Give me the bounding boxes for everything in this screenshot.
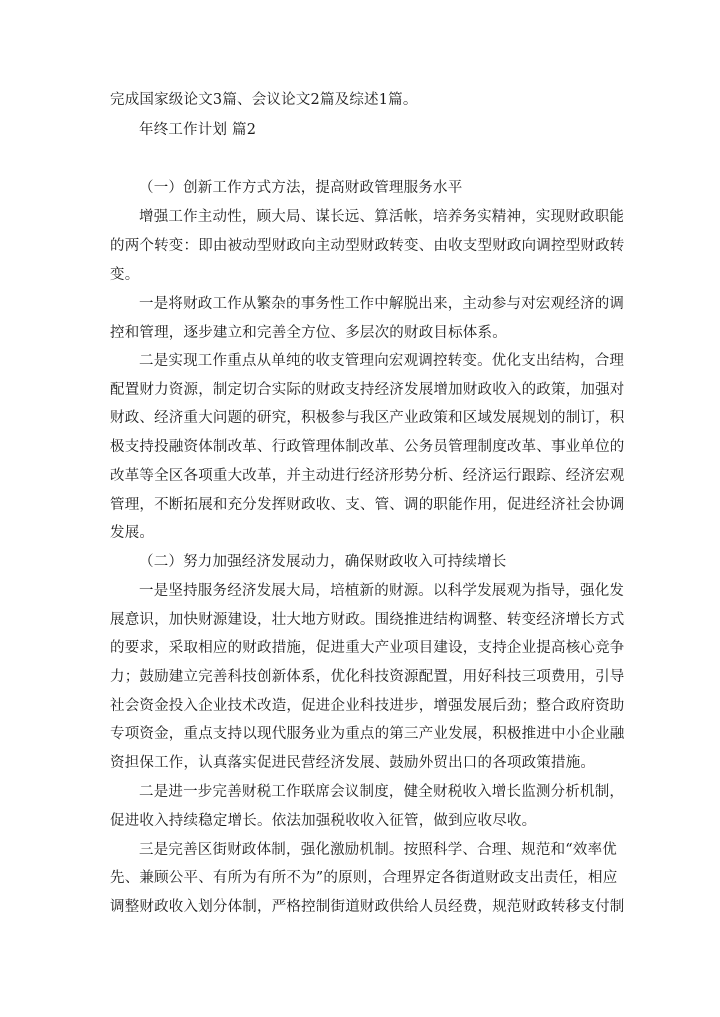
section-title: 年终工作计划 篇2 [139,122,257,138]
paragraph-line: 的要求，采取相应的财政措施，促进重大产业项目建设，支持企业提高核心竞争 [110,640,625,656]
paragraph-line: 调整财政收入划分体制，严格控制街道财政供给人员经费，规范财政转移支付制 [110,899,625,915]
paragraph-line: 变。 [110,267,140,283]
paragraph-line: 专项资金，重点支持以现代服务业为重点的第三产业发展，积极推进中小企业融 [110,726,625,742]
paragraph-line: 增强工作主动性，顾大局、谋长远、算活帐，培养务实精神，实现财政职能 [139,209,625,225]
paragraph-line: 改革等全区各项重大改革，并主动进行经济形势分析、经济运行跟踪、经济宏观 [110,468,625,484]
paragraph-line: 二是实现工作重点从单纯的收支管理向宏观调控转变。优化支出结构，合理 [139,353,625,369]
paragraph-line: 控和管理，逐步建立和完善全方位、多层次的财政目标体系。 [110,325,507,341]
paragraph-line: 极支持投融资体制改革、行政管理体制改革、公务员管理制度改革、事业单位的 [110,439,625,455]
paragraph-line: 管理，不断拓展和充分发挥财政收、支、管、调的职能作用，促进经济社会协调 [110,497,625,513]
heading-2: （二）努力加强经济发展动力，确保财政收入可持续增长 [139,554,507,570]
paragraph-line: 三是完善区街财政体制，强化激励机制。按照科学、合理、规范和“效率优 [139,842,618,858]
paragraph-line: 展意识，加快财源建设，壮大地方财政。围绕推进结构调整、转变经济增长方式 [110,612,625,628]
paragraph-line: 先、兼顾公平、有所为有所不为”的原则，合理界定各街道财政支出责任，相应 [110,870,618,886]
intro-line: 完成国家级论文3篇、会议论文2篇及综述1篇。 [110,92,418,108]
paragraph-line: 一是将财政工作从繁杂的事务性工作中解脱出来，主动参与对宏观经济的调 [139,296,625,312]
heading-1: （一）创新工作方式方法，提高财政管理服务水平 [139,180,463,196]
paragraph-line: 资担保工作，认真落实促进民营经济发展、鼓励外贸出口的各项政策措施。 [110,755,596,771]
paragraph-line: 社会资金投入企业技术改造，促进企业科技进步，增强发展后劲；整合政府资助 [110,698,625,714]
paragraph-line: 配置财力资源，制定切合实际的财政支持经济发展增加财政收入的政策，加强对 [110,382,625,398]
paragraph-line: 的两个转变：即由被动型财政向主动型财政转变、由收支型财政向调控型财政转 [110,238,625,254]
paragraph-line: 力；鼓励建立完善科技创新体系，优化科技资源配置，用好科技三项费用，引导 [110,669,625,685]
paragraph-line: 一是坚持服务经济发展大局，培植新的财源。以科学发展观为指导，强化发 [139,583,625,599]
paragraph-line: 财政、经济重大问题的研究，积极参与我区产业政策和区域发展规划的制订，积 [110,410,625,426]
paragraph-line: 促进收入持续稳定增长。依法加强税收收入征管，做到应收尽收。 [110,813,537,829]
paragraph-line: 二是进一步完善财税工作联席会议制度，健全财税收入增长监测分析机制， [139,784,625,800]
paragraph-line: 发展。 [110,525,155,541]
